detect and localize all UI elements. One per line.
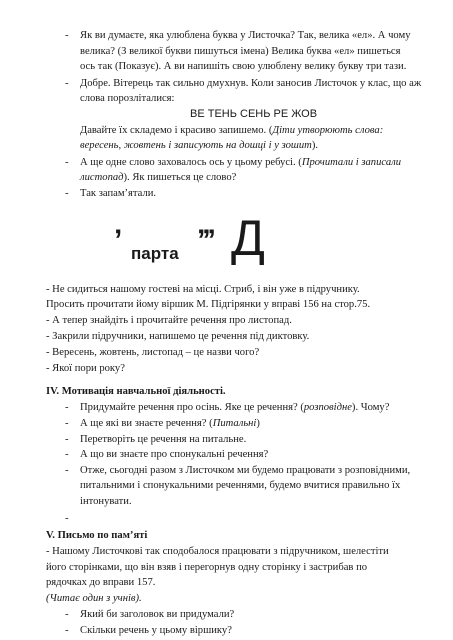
text-line: Який би заголовок ви придумали? [80,609,235,620]
rebus-letter: Д [231,210,265,266]
text-line: вересень, жовтень і записують на дошці і у зошит). [80,140,319,151]
text-line: велика? (З великої букви пишуться імена) Велика буква «ел» пишеться [80,46,401,57]
list-dash: - [65,465,69,476]
text-line: Добре. Вітерець так сильно дмухнув. Коли заносив Листочок у клас, що аж [80,78,422,89]
text-line: Скільки речень у цьому віршику? [80,625,232,636]
list-dash: - [65,157,69,168]
jumbled-syllables: ВЕ ТЕНЬ СЕНЬ РЕ ЖОВ [190,108,318,120]
section-heading: IV. Мотивація навчальної діяльності. [46,386,226,397]
text-line: - А тепер знайдіть і прочитайте речення про листопад. [46,315,292,326]
text-line: Отже, сьогодні разом з Листочком ми будемо працювати з розповідними, [80,465,411,476]
list-dash: - [65,513,69,524]
text-line: Просить прочитати йому віршик М. Підгірянки у вправі 156 на стор.75. [46,299,371,310]
text-line: Придумайте речення про осінь. Яке це речення? (розповідне). Чому? [80,402,390,413]
text-line: - Вересень, жовтень, листопад – це назви чого? [46,347,260,358]
text-line: питальними і спонукальними реченнями, будемо вчитися правильно їх [80,480,401,491]
list-dash: - [65,402,69,413]
text-line: А ще які ви знаєте речення? (Питальні) [80,418,260,429]
list-dash: - [65,30,69,41]
text-line: ось так (Показує). А ви напишіть свою улюблену велику букву три тази. [80,61,407,72]
text-line: рядочках до вправи 157. [46,577,156,588]
text-line: слова порозліталися: [80,93,175,104]
text-line: А ще одне слово заховалось ось у цьому ребусі. (Прочитали і записали [80,157,402,168]
text-line: його сторінками, що він взяв і перегорнув одну сторінку і застрибав по [46,562,368,573]
rebus-commas: ’’’ [197,224,214,257]
list-dash: - [65,609,69,620]
text-line: Як ви думаєте, яка улюблена буква у Листочка? Так, велика «ел». А чому [80,30,411,41]
rebus-word: парта [131,244,179,263]
text-line: А що ви знаєте про спонукальні речення? [80,449,269,460]
text-line: - Якої пори року? [46,363,125,374]
list-dash: - [65,188,69,199]
list-dash: - [65,434,69,445]
list-dash: - [65,418,69,429]
text-line: (Читає один з учнів). [46,593,142,604]
text-line: листопад). Як пишеться це слово? [80,172,237,183]
text-line: Перетворіть це речення на питальне. [80,434,247,445]
list-dash: - [65,78,69,89]
text-line: - Нашому Листочкові так сподобалося працювати з підручником, шелестіти [46,546,389,557]
list-dash: - [65,449,69,460]
text-line: Давайте їх складемо і красиво запишемо. (Діти утворюють слова: [80,125,384,136]
list-dash: - [65,625,69,636]
section-heading: V. Письмо по пам’яті [46,530,148,541]
rebus-comma: ’ [114,224,123,257]
text-line: Так запам’ятали. [80,188,157,199]
text-line: - Закрили підручники, напишемо це речення під диктовку. [46,331,310,342]
text-line: - Не сидиться нашому гостеві на місці. Стриб, і він уже в підручнику. [46,284,360,295]
text-line: інтонувати. [80,496,132,507]
